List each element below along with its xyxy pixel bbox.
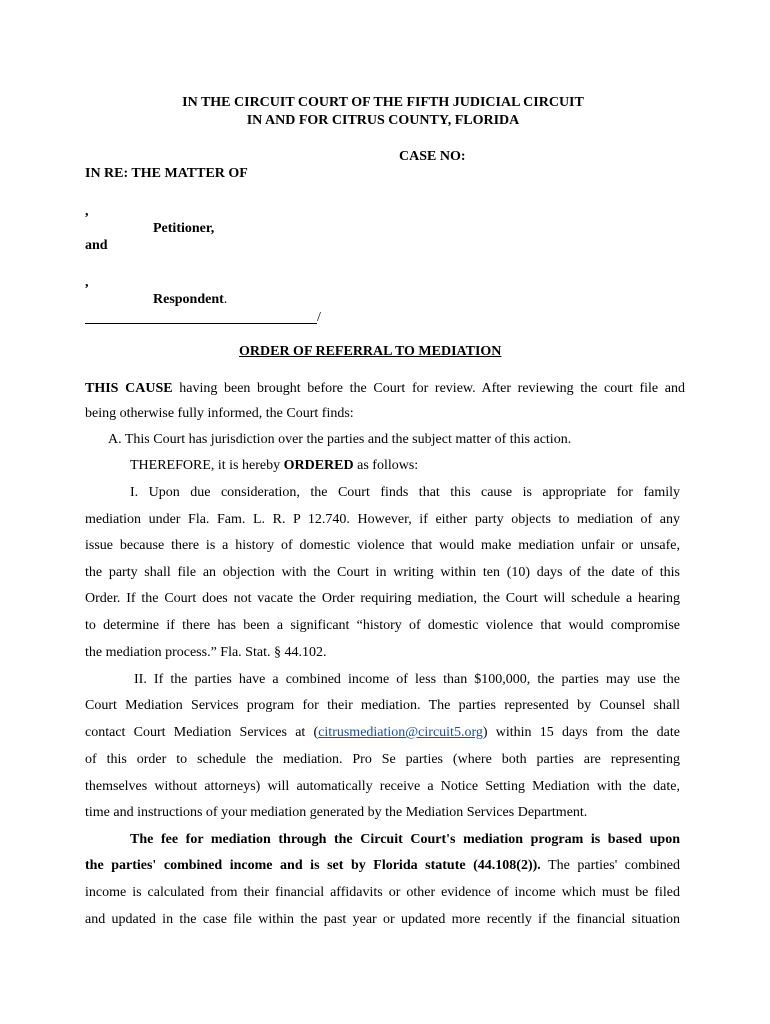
mediation-email-link[interactable]: citrusmediation@circuit5.org (318, 725, 483, 740)
respondent-label-line (153, 292, 227, 308)
para1-line-7: the mediation process.” Fla. Stat. § 44.102. (85, 645, 327, 660)
para3-line-4: and updated in the case file within the past year or updated more recently if the financial situation (85, 912, 680, 927)
para1-line-1: I. Upon due consideration, the Court finds that this cause is appropriate for family (130, 485, 680, 500)
para2-line-4: of this order to schedule the mediation. Pro Se parties (where both parties are representing (85, 752, 680, 767)
para2-line-1: II. If the parties have a combined income of less than $100,000, the parties may use the (134, 672, 680, 687)
respondent-label: Respondent (153, 292, 224, 307)
therefore-line (130, 458, 530, 474)
para1-line-2: mediation under Fla. Fam. L. R. P 12.740. However, if either party objects to mediation of any (85, 512, 680, 527)
intro-line-1 (85, 381, 685, 397)
finding-a: A. This Court has jurisdiction over the parties and the subject matter of this action. (108, 432, 572, 447)
para3-line2-rest: The parties' combined (540, 858, 681, 873)
and-label: and (85, 238, 108, 253)
petitioner-label: Petitioner, (153, 221, 215, 236)
para1-line-5: Order. If the Court does not vacate the Order requiring mediation, the Court will schedule a hearing (85, 591, 680, 606)
order-title: ORDER OF REFERRAL TO MEDIATION (239, 344, 502, 359)
respondent-period: . (223, 292, 228, 307)
this-cause-bold: THIS CAUSE (85, 381, 173, 396)
para2-line3-pre: contact Court Mediation Services at ( (85, 725, 319, 740)
intro-text: having been brought before the Court for review. After reviewing the court file and (172, 381, 685, 396)
petitioner-name-comma: , (85, 204, 89, 219)
therefore-pre: THEREFORE, it is hereby (130, 458, 284, 473)
intro-line-2: being otherwise fully informed, the Court finds: (85, 406, 354, 421)
para1-line-4: the party shall file an objection with the Court in writing within ten (10) days of the date of this (85, 565, 680, 580)
para2-line-5: themselves without attorneys) will automatically receive a Notice Setting Mediation with the date, (85, 779, 680, 794)
court-name-line2: IN AND FOR CITRUS COUNTY, FLORIDA (246, 113, 520, 128)
para2-line-6: time and instructions of your mediation generated by the Mediation Services Department. (85, 805, 588, 820)
para2-line-2: Court Mediation Services program for their mediation. The parties represented by Counsel shall (85, 698, 680, 713)
para3-line-1: The fee for mediation through the Circuit Court's mediation program is based upon (130, 832, 680, 847)
para2-line-3 (85, 725, 680, 741)
para1-line-3: issue because there is a history of domestic violence that would make mediation unfair or unsafe, (85, 538, 680, 553)
ordered-bold: ORDERED (283, 458, 354, 473)
caption-slash: / (317, 310, 321, 325)
respondent-name-comma: , (85, 275, 89, 290)
para3-line-2 (85, 858, 680, 874)
therefore-post: as follows: (353, 458, 419, 473)
in-re-line: IN RE: THE MATTER OF (85, 166, 248, 181)
para1-line-6: to determine if there has been a significant “history of domestic violence that would compromise (85, 618, 680, 633)
court-name-line1: IN THE CIRCUIT COURT OF THE FIFTH JUDICIAL CIRCUIT (182, 95, 584, 110)
caption-signature-rule (85, 323, 317, 324)
para3-line-3: income is calculated from their financial affidavits or other evidence of income which must be filed (85, 885, 680, 900)
case-number-label: CASE NO: (399, 149, 466, 164)
para2-line3-post: ) within 15 days from the date (482, 725, 680, 740)
para3-line2-bold: the parties' combined income and is set by Florida statute (44.108(2)). (85, 858, 541, 873)
